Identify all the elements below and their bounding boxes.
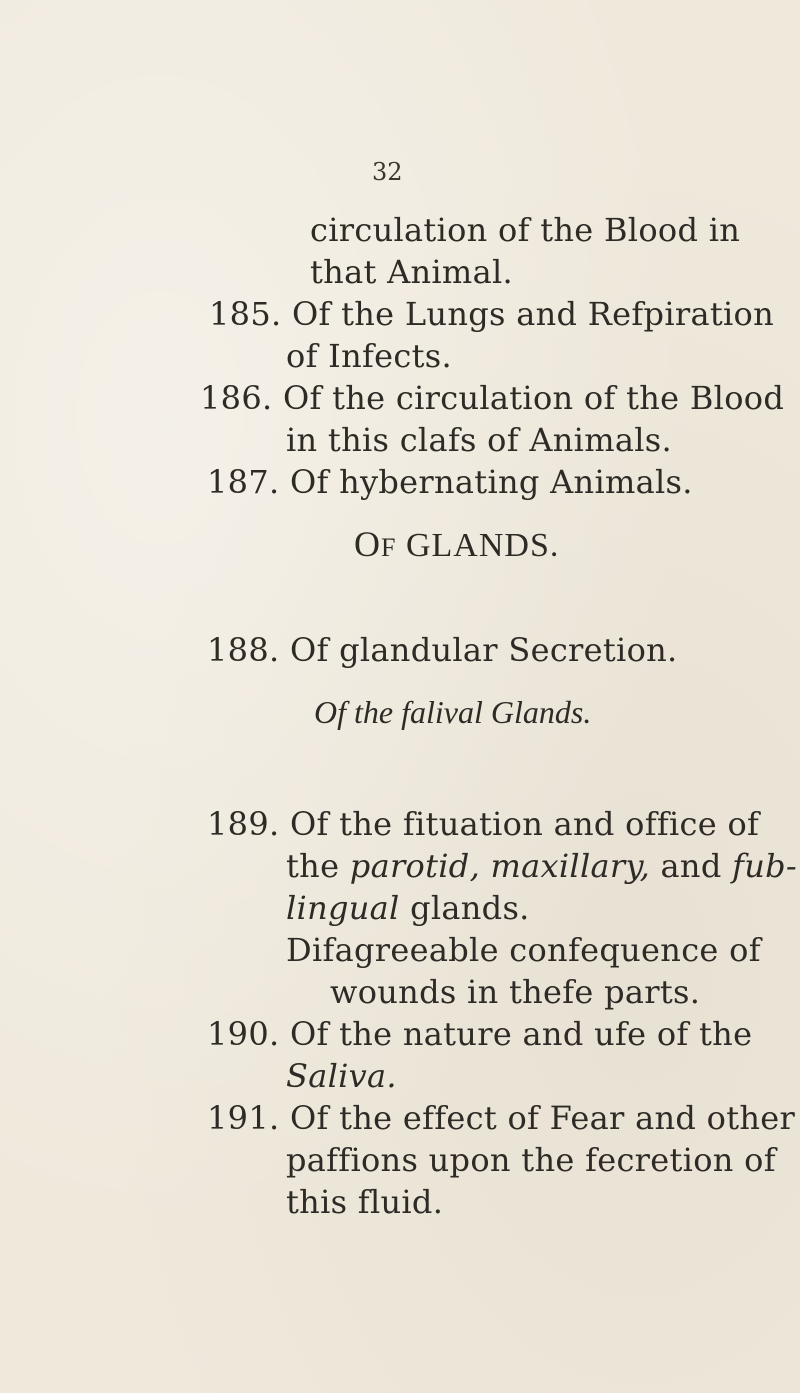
entry-189-cont-4 [330,972,700,1012]
entry-text: wounds in thefe parts. [330,973,701,1011]
page-number: 32 [372,158,403,186]
entry-190 [207,1014,752,1054]
entry-189-cont-1 [286,846,797,886]
entry-186-cont [286,420,672,460]
heading-initial: O [354,524,381,564]
entry-191-cont-2 [286,1182,443,1222]
entry-text: of Infects. [286,337,452,375]
entry-186 [200,378,784,418]
section-heading [354,523,559,565]
entry-189-cont-2 [286,888,530,928]
entry-text: paffions upon the fecretion of [286,1141,776,1179]
entry-text: and [650,847,733,885]
entry-text: Of the fituation and office of [289,805,760,843]
intro-line-2 [310,252,513,292]
entry-text: Of the Lungs and Refpiration [291,295,774,333]
entry-text: Of the circulation of the Blood [282,379,785,417]
entry-text-italic: parotid, maxillary, [349,847,651,885]
intro-text-2: that Animal. [310,253,513,291]
intro-text-1: circulation of the Blood in [310,211,741,249]
entry-190-cont [286,1056,397,1096]
entry-number: 185. [209,295,282,333]
intro-line-1 [310,210,768,250]
entry-number: 189. [207,805,280,843]
entry-number: 191. [207,1099,280,1137]
entry-text: in this clafs of Animals. [286,421,672,459]
entry-187 [207,462,693,502]
entry-number: 187. [207,463,280,501]
entry-text: Difagreeable confequence of [286,931,761,969]
entry-text-italic: fub- [732,847,798,885]
entry-number: 188. [207,631,280,669]
entry-number: 190. [207,1015,280,1053]
heading-text: GLANDS. [405,527,560,564]
entry-text: this fluid. [286,1183,444,1221]
heading-smallcap: F [381,533,397,562]
entry-185 [209,294,774,334]
entry-185-cont [286,336,452,376]
entry-text: the [286,847,350,885]
subheading: Of the falival Glands. [314,694,592,730]
entry-text: glands. [399,889,530,927]
entry-text: Of glandular Secretion. [289,631,678,669]
entry-text-italic: Saliva. [286,1057,397,1095]
entry-189 [207,804,759,844]
entry-191 [207,1098,795,1138]
entry-188 [207,630,678,670]
entry-189-cont-3 [286,930,761,970]
entry-text: Of the nature and ufe of the [289,1015,753,1053]
entry-text: Of the effect of Fear and other [289,1099,796,1137]
entry-text: Of hybernating Animals. [289,463,693,501]
entry-191-cont-1 [286,1140,776,1180]
entry-text-italic: lingual [286,889,400,927]
entry-number: 186. [200,379,273,417]
